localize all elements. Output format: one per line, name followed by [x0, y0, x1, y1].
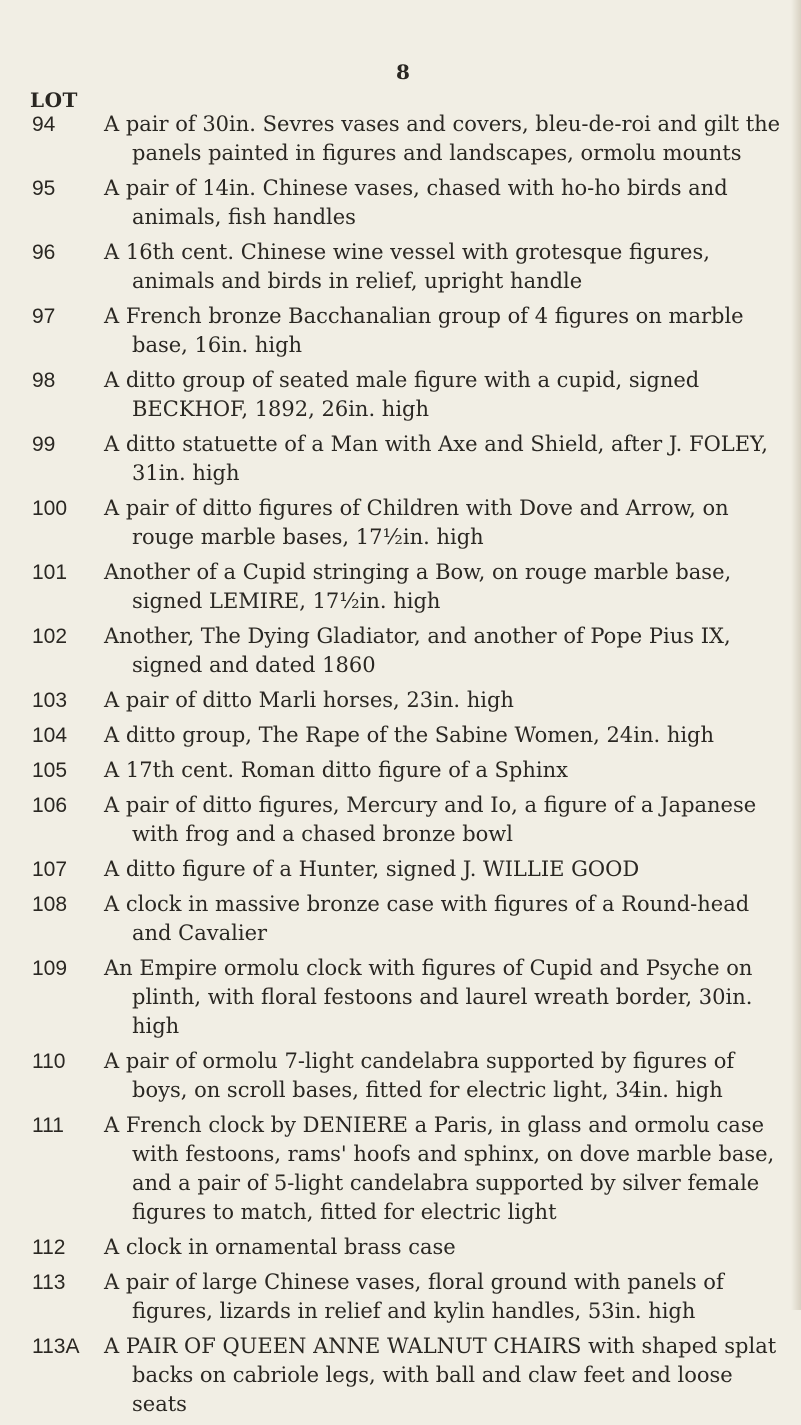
lot-description: A pair of ditto Marli horses, 23in. high — [104, 688, 514, 712]
lot-description: A clock in massive bronze case with figures of a Round-head and Cavalier — [104, 892, 750, 945]
lot-entry — [0, 954, 801, 1041]
lot-entry — [0, 890, 801, 948]
lot-number: 103 — [32, 689, 68, 712]
lot-description: An Empire ormolu clock with figures of Cupid and Psyche on plinth, with floral festoons and laurel wreath border, 30in. high — [104, 956, 753, 1038]
lot-number: 107 — [32, 858, 68, 881]
lot-description: A ditto group of seated male figure with a cupid, signed BECKHOF, 1892, 26in. high — [104, 368, 700, 421]
lot-description: A ditto group, The Rape of the Sabine Women, 24in. high — [104, 723, 715, 747]
lot-description: A 16th cent. Chinese wine vessel with grotesque figures, animals and birds in relief, upright handle — [104, 240, 710, 293]
lot-number: 105 — [32, 759, 68, 782]
lot-description: A French clock by DENIERE a Paris, in glass and ormolu case with festoons, rams' hoofs and sphinx, on dove marble base, and a pair of 5-light candelabra supported by silver female figures to match, fitted for electric light — [104, 1113, 775, 1224]
lot-number: 98 — [32, 369, 56, 392]
lot-number: 109 — [32, 957, 68, 980]
lot-description: A pair of ditto figures of Children with Dove and Arrow, on rouge marble bases, 17½in. high — [104, 496, 729, 549]
lot-description: A PAIR OF QUEEN ANNE WALNUT CHAIRS with shaped splat backs on cabriole legs, with ball and claw feet and loose seats — [104, 1334, 777, 1416]
lot-entry — [0, 1268, 801, 1326]
lot-description: Another of a Cupid stringing a Bow, on rouge marble base, signed LEMIRE, 17½in. high — [104, 560, 732, 613]
lot-entry — [0, 721, 801, 750]
lot-number: 112 — [32, 1236, 66, 1259]
lot-number: 113 — [32, 1271, 66, 1294]
lot-number: 102 — [32, 625, 68, 648]
lot-entry — [0, 110, 801, 168]
lot-description: A ditto figure of a Hunter, signed J. WILLIE GOOD — [104, 857, 640, 881]
lot-description: A pair of large Chinese vases, floral ground with panels of figures, lizards in relief and kylin handles, 53in. high — [104, 1270, 724, 1323]
lot-number: 106 — [32, 794, 68, 817]
lot-entry — [0, 494, 801, 552]
lot-description: A clock in ornamental brass case — [104, 1235, 456, 1259]
lot-list — [0, 110, 801, 1425]
lot-entry — [0, 430, 801, 488]
lot-number: 96 — [32, 241, 56, 264]
lot-description: Another, The Dying Gladiator, and another of Pope Pius IX, signed and dated 1860 — [104, 624, 731, 677]
lot-number: 100 — [32, 497, 68, 520]
lot-entry — [0, 238, 801, 296]
lot-entry — [0, 855, 801, 884]
lot-entry — [0, 174, 801, 232]
lot-number: 99 — [32, 433, 56, 456]
lot-number: 104 — [32, 724, 68, 747]
lot-entry — [0, 1047, 801, 1105]
lot-description: A French bronze Bacchanalian group of 4 figures on marble base, 16in. high — [104, 304, 744, 357]
lot-entry — [0, 366, 801, 424]
lot-entry — [0, 791, 801, 849]
lot-description: A pair of 14in. Chinese vases, chased with ho-ho birds and animals, fish handles — [104, 176, 728, 229]
lot-column-header: LOT — [30, 88, 78, 112]
lot-description: A pair of 30in. Sevres vases and covers, bleu-de-roi and gilt the panels painted in figures and landscapes, ormolu mounts — [104, 112, 781, 165]
page-number: 8 — [396, 60, 410, 84]
lot-number: 110 — [32, 1050, 66, 1073]
lot-number: 95 — [32, 177, 56, 200]
lot-number: 113A — [32, 1335, 80, 1358]
lot-description: A pair of ormolu 7-light candelabra supported by figures of boys, on scroll bases, fitted for electric light, 34in. high — [104, 1049, 735, 1102]
lot-number: 108 — [32, 893, 68, 916]
lot-entry — [0, 302, 801, 360]
lot-description: A ditto statuette of a Man with Axe and Shield, after J. FOLEY, 31in. high — [104, 432, 768, 485]
lot-entry — [0, 756, 801, 785]
lot-number: 101 — [32, 561, 68, 584]
page-edge-shadow — [791, 0, 801, 1310]
lot-description: A pair of ditto figures, Mercury and Io, a figure of a Japanese with frog and a chased bronze bowl — [104, 793, 757, 846]
lot-entry — [0, 1233, 801, 1262]
lot-description: A 17th cent. Roman ditto figure of a Sphinx — [104, 758, 568, 782]
lot-entry — [0, 1332, 801, 1419]
lot-number: 111 — [32, 1114, 64, 1137]
lot-entry — [0, 558, 801, 616]
lot-entry — [0, 622, 801, 680]
lot-entry — [0, 686, 801, 715]
lot-number: 97 — [32, 305, 56, 328]
lot-entry — [0, 1111, 801, 1227]
lot-number: 94 — [32, 113, 56, 136]
